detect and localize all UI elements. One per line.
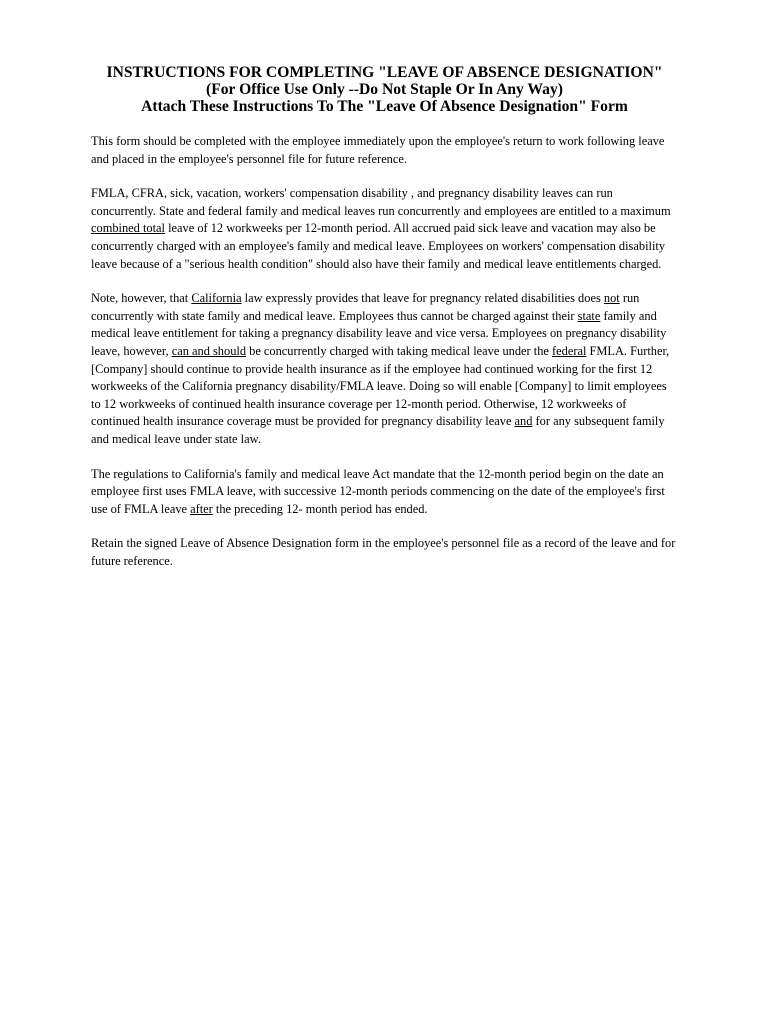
text-segment: family and medical leave entitlement for taking a pregnancy disability leave and vice versa. Employees on pregnancy disability leave, however, <box>91 308 667 358</box>
paragraph-retain-form: Retain the signed Leave of Absence Designation form in the employee's personnel file as a record of the leave and for future reference. <box>91 536 676 568</box>
text-segment: Note, however, that <box>91 291 192 306</box>
paragraph-purpose: This form should be completed with the employee immediately upon the employee's return to work following leave and placed in the employee's personnel file for future reference. <box>91 134 665 166</box>
text-segment: FMLA. Further, [Company] should continue to provide health insurance as if the employee had continued working for the first 12 workweeks of the California pregnancy disability/FMLA leave. Doing so will enable [Company] to limit employees to 12 workweeks of continued health insurance coverage per 12-month period. Otherwise, 12 workweeks of continued health insurance coverage must be provided for pregnancy disability leave <box>91 343 670 429</box>
text-segment: law expressly provides that leave for pregnancy related disabilities does <box>241 291 604 306</box>
document-title <box>91 64 678 115</box>
underlined-text: federal <box>552 343 587 358</box>
underlined-text: after <box>190 501 213 516</box>
title-line-2: (For Office Use Only --Do Not Staple Or In Any Way) <box>206 81 563 98</box>
text-segment: for any subsequent family and medical leave under state law. <box>91 414 665 446</box>
underlined-text: not <box>603 291 620 306</box>
text-segment: the preceding 12- month period has ended. <box>212 501 428 516</box>
title-line-3: Attach These Instructions To The "Leave Of Absence Designation" Form <box>141 98 628 115</box>
underlined-text: and <box>514 414 533 429</box>
underlined-text: California <box>191 291 242 306</box>
paragraph-concurrent-leaves <box>91 185 678 273</box>
underlined-text: state <box>577 308 601 323</box>
text-segment: leave of 12 workweeks per 12-month period. All accrued paid sick leave and vacation may also be concurrently charged with an employee's family and medical leave. Employees on workers' compensation disability leave because of a "serious health condition" should also have their family and medical leave entitlements charged. <box>91 221 666 271</box>
text-segment: FMLA, CFRA, sick, vacation, workers' compensation disability , and pregnancy disability leaves can run concurrently. State and federal family and medical leaves run concurrently and employees are entitled to a maximum <box>91 186 671 218</box>
paragraph-california-note <box>91 290 678 448</box>
text-segment: run concurrently with state family and medical leave. Employees thus cannot be charged against their <box>91 291 640 323</box>
title-line-1: INSTRUCTIONS FOR COMPLETING "LEAVE OF ABSENCE DESIGNATION" <box>106 64 663 81</box>
underlined-text: can and should <box>171 343 247 358</box>
paragraph-regulations <box>91 466 678 519</box>
underlined-text: combined total <box>91 221 165 236</box>
text-segment: be concurrently charged with taking medical leave under the <box>246 343 553 358</box>
text-segment: The regulations to California's family and medical leave Act mandate that the 12-month period begin on the date an employee first uses FMLA leave, with successive 12-month periods commencing on the date of the employee's first use of FMLA leave <box>91 466 665 516</box>
